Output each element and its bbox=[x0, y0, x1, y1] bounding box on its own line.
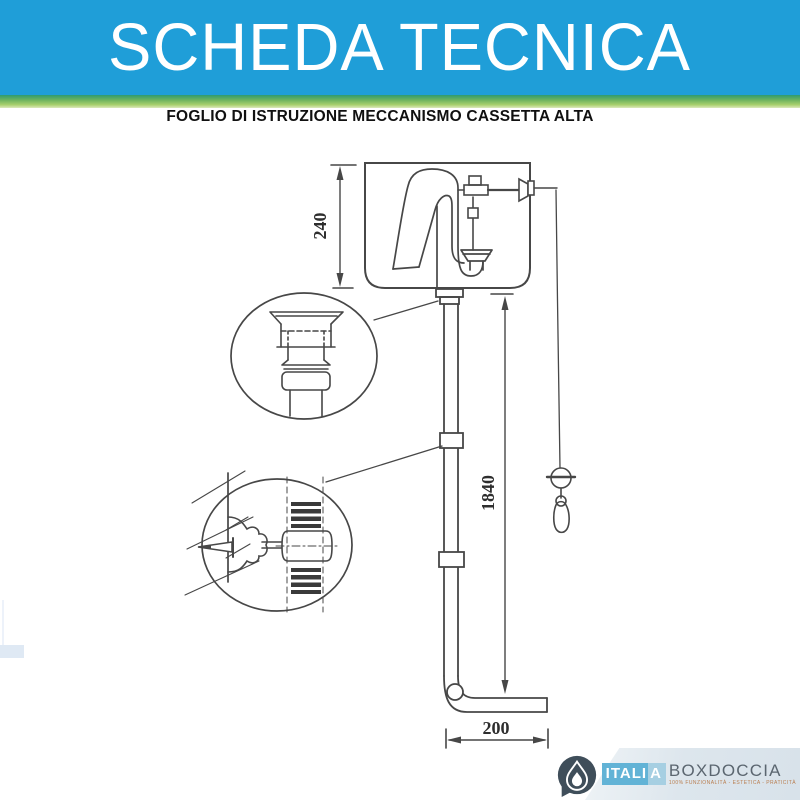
dimension-200 bbox=[446, 718, 548, 748]
page-title: SCHEDA TECNICA bbox=[108, 10, 692, 85]
logo-text-a: A bbox=[648, 763, 666, 785]
siphon-bell bbox=[393, 169, 492, 288]
lever-assembly bbox=[458, 176, 557, 250]
logo-text-itali: ITALI bbox=[602, 763, 648, 785]
detail-circle-bracket bbox=[185, 446, 442, 612]
water-drop-icon bbox=[554, 754, 600, 798]
subtitle: FOGLIO DI ISTRUZIONE MECCANISMO CASSETTA ALTA bbox=[166, 108, 594, 125]
logo bbox=[554, 752, 796, 796]
dimension-240 bbox=[310, 165, 356, 288]
wall-hatching bbox=[185, 471, 259, 595]
pull-handle bbox=[547, 468, 575, 532]
logo-tagline: 100% FUNZIONALITÀ - ESTETICA - PRATICITÀ bbox=[668, 780, 796, 786]
pipe-coupling-lower bbox=[439, 552, 464, 567]
leader-line-outlet bbox=[374, 301, 438, 320]
dimension-label-200: 200 bbox=[482, 718, 510, 738]
dimension-label-1840: 1840 bbox=[478, 475, 498, 511]
cistern-outline bbox=[365, 163, 530, 288]
dimension-label-240: 240 bbox=[310, 212, 330, 240]
pipe-coupling-upper bbox=[440, 433, 463, 448]
detail-circle-outlet bbox=[231, 293, 438, 419]
pull-cord bbox=[556, 190, 560, 468]
logo-text-boxdoccia: BOXDOCCIA bbox=[668, 761, 782, 780]
dimension-1840 bbox=[478, 294, 513, 694]
leader-line-bracket bbox=[326, 446, 442, 482]
